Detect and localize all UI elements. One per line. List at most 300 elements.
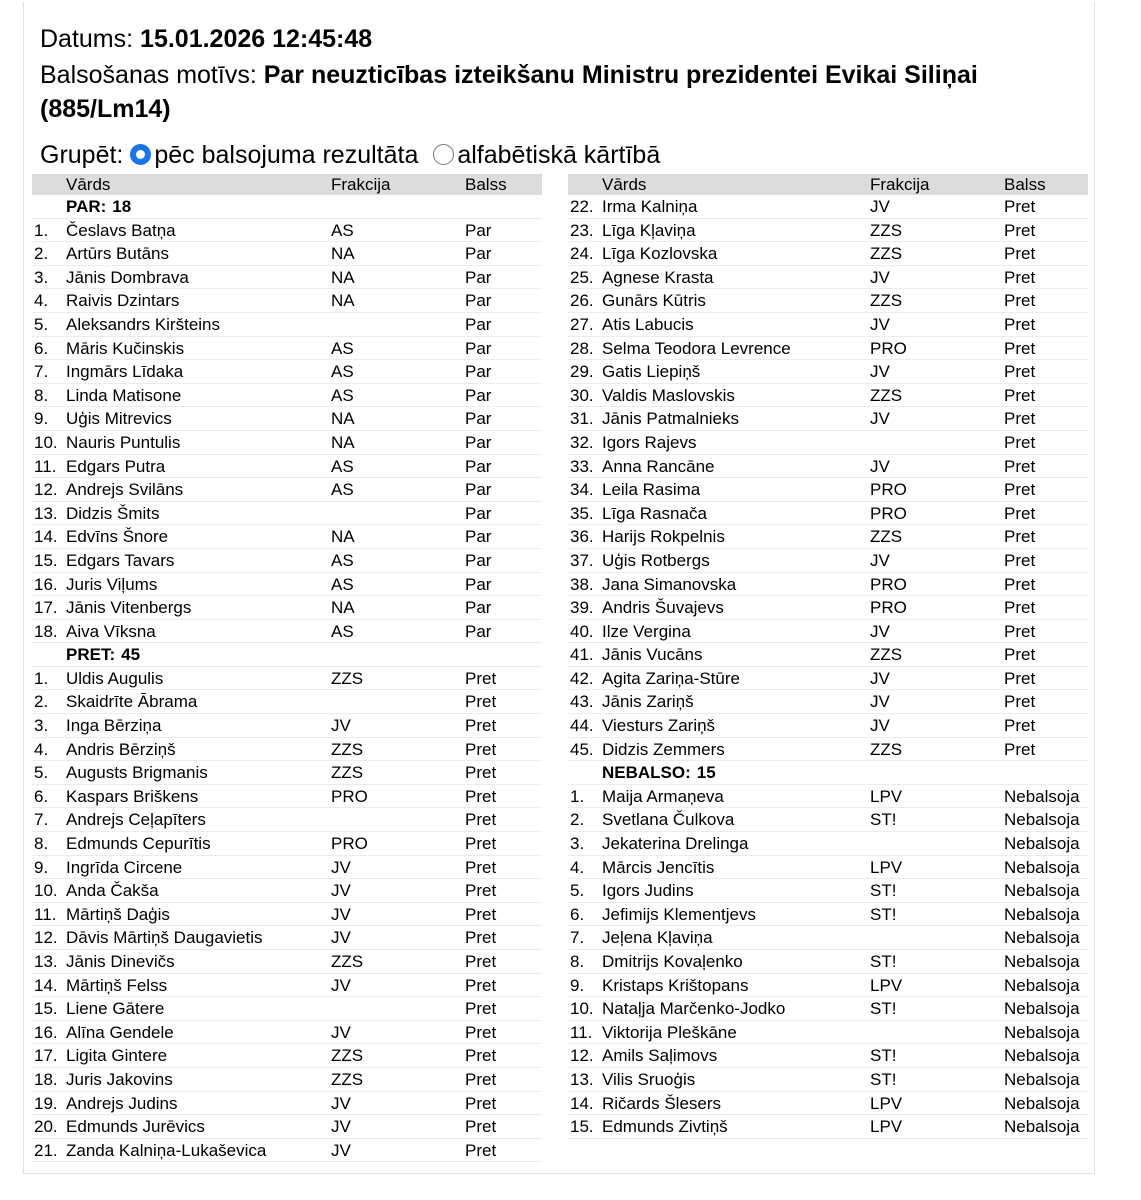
deputy-name: Alīna Gendele (66, 1022, 174, 1042)
row-number: 9. (570, 975, 585, 995)
row-number: 18. (34, 1069, 58, 1089)
faction: AS (331, 480, 354, 500)
vote-value: Par (465, 362, 492, 382)
row-number: 20. (34, 1117, 58, 1137)
deputy-name: Liene Gātere (66, 999, 165, 1019)
row-number: 30. (570, 385, 594, 405)
row-number: 15. (570, 1117, 594, 1137)
row-number: 8. (34, 834, 49, 854)
group-label: PAR: (66, 197, 107, 216)
row-number: 1. (34, 668, 49, 688)
table-row (32, 785, 542, 809)
row-number: 13. (570, 1069, 594, 1089)
faction: JV (870, 550, 890, 570)
motive-row (40, 58, 1050, 126)
faction: JV (870, 362, 890, 382)
vote-value: Pret (1004, 220, 1036, 240)
vote-value: Par (465, 291, 492, 311)
deputy-name: Viesturs Zariņš (602, 716, 716, 736)
radio-alphabetical-label[interactable]: alfabētiskā kārtībā (457, 141, 661, 169)
vote-value: Nebalsoja (1004, 999, 1080, 1019)
vote-value: Par (465, 598, 492, 618)
table-row (568, 337, 1088, 361)
table-row (32, 242, 542, 266)
faction: NA (331, 409, 355, 429)
table-row (32, 219, 542, 243)
deputy-name: Vilis Sruoģis (602, 1069, 696, 1089)
table-row (32, 525, 542, 549)
vote-value: Par (465, 338, 492, 358)
deputy-name: Raivis Dzintars (66, 291, 180, 311)
vote-value: Par (465, 480, 492, 500)
faction: JV (331, 1117, 351, 1137)
table-row (32, 856, 542, 880)
table-row (32, 502, 542, 526)
vote-value: Pret (465, 1117, 497, 1137)
row-number: 14. (34, 975, 58, 995)
row-number: 6. (34, 338, 49, 358)
vote-value: Pret (465, 716, 497, 736)
faction: JV (870, 267, 890, 287)
vote-value: Par (465, 244, 492, 264)
row-number: 13. (34, 952, 58, 971)
radio-alphabetical[interactable] (433, 144, 454, 165)
group-heading (66, 643, 140, 666)
row-number: 42. (570, 668, 594, 688)
deputy-name: Selma Teodora Levrence (602, 338, 791, 358)
faction: PRO (331, 834, 368, 854)
vote-value: Par (465, 456, 492, 476)
table-row (32, 360, 542, 384)
vote-value: Pret (465, 999, 497, 1019)
row-number: 15. (34, 550, 58, 570)
vote-value: Pret (1004, 645, 1036, 665)
table-row (32, 667, 542, 691)
deputy-name: Skaidrīte Ābrama (66, 692, 198, 712)
group-label: PRET: (66, 645, 116, 665)
row-number: 28. (570, 338, 594, 358)
deputy-name: Igors Rajevs (602, 432, 697, 452)
group-label: NEBALSO: (602, 763, 691, 783)
row-number: 24. (570, 244, 594, 264)
faction: NA (331, 598, 355, 618)
faction: JV (331, 1093, 351, 1113)
row-number: 9. (34, 409, 49, 429)
faction: JV (870, 314, 890, 334)
deputy-name: Linda Matisone (66, 385, 182, 405)
faction: JV (870, 716, 890, 736)
deputy-name: Nataļja Marčenko-Jodko (602, 999, 786, 1019)
date-row (40, 22, 372, 56)
faction: PRO (870, 480, 907, 500)
row-number: 8. (34, 385, 49, 405)
vote-value: Pret (465, 1140, 497, 1160)
deputy-name: Jeļena Kļaviņa (602, 928, 713, 948)
deputy-name: Aleksandrs Kiršteins (66, 314, 221, 334)
row-number: 3. (570, 834, 585, 854)
table-row (568, 714, 1088, 738)
table-row (568, 785, 1088, 809)
table-row (568, 266, 1088, 290)
table-row (568, 1021, 1088, 1045)
deputy-name: Nauris Puntulis (66, 432, 181, 452)
deputy-name: Augusts Brigmanis (66, 763, 208, 783)
vote-value: Pret (1004, 480, 1036, 500)
table-row (568, 620, 1088, 644)
table-row (568, 455, 1088, 479)
faction: ST! (870, 881, 897, 901)
deputy-name: Juris Jakovins (66, 1069, 173, 1089)
group-row (40, 138, 660, 172)
vote-value: Nebalsoja (1004, 1069, 1080, 1089)
table-row (32, 1044, 542, 1068)
deputy-name: Jānis Zariņš (602, 692, 694, 712)
row-number: 9. (34, 857, 49, 877)
row-number: 41. (570, 645, 594, 665)
vote-value: Pret (465, 928, 497, 948)
faction: AS (331, 220, 354, 240)
row-number: 29. (570, 362, 594, 382)
deputy-name: Andris Bērziņš (66, 739, 176, 759)
deputy-name: Juris Viļums (66, 574, 158, 594)
table-row (568, 384, 1088, 408)
table-row (32, 1021, 542, 1045)
deputy-name: Andrejs Judins (66, 1093, 178, 1113)
deputy-name: Edgars Tavars (66, 550, 175, 570)
row-number: 7. (570, 928, 585, 948)
table-row (32, 573, 542, 597)
deputy-name: Aiva Vīksna (66, 621, 156, 641)
table-header (32, 174, 542, 195)
vote-value: Nebalsoja (1004, 810, 1080, 830)
radio-by-result-label[interactable]: pēc balsojuma rezultāta (154, 141, 419, 169)
vote-value: Pret (465, 881, 497, 901)
deputy-name: Māris Kučinskis (66, 338, 185, 358)
deputy-name: Irma Kalniņa (602, 197, 698, 216)
date-label: Datums: (40, 25, 134, 53)
deputy-name: Igors Judins (602, 881, 694, 901)
deputy-name: Edmunds Cepurītis (66, 834, 211, 854)
faction: JV (331, 881, 351, 901)
faction: ZZS (870, 291, 903, 311)
table-row (32, 620, 542, 644)
faction: ZZS (870, 220, 903, 240)
deputy-name: Kristaps Krištopans (602, 975, 749, 995)
vote-value: Pret (1004, 739, 1036, 759)
vote-value: Pret (465, 975, 497, 995)
table-row (32, 1092, 542, 1116)
deputy-name: Harijs Rokpelnis (602, 527, 725, 547)
vote-value: Pret (465, 1093, 497, 1113)
vote-value: Nebalsoja (1004, 952, 1080, 971)
faction: ZZS (331, 1069, 364, 1089)
row-number: 34. (570, 480, 594, 500)
table-row (568, 1044, 1088, 1068)
vote-value: Pret (1004, 527, 1036, 547)
faction: AS (331, 338, 354, 358)
vote-value: Pret (465, 1046, 497, 1066)
row-number: 7. (34, 362, 49, 382)
table-row (32, 926, 542, 950)
row-number: 2. (34, 692, 49, 712)
faction: AS (331, 574, 354, 594)
vote-value: Par (465, 220, 492, 240)
deputy-name: Edvīns Šnore (66, 527, 169, 547)
table-row (32, 289, 542, 313)
group-row-par (32, 195, 542, 219)
faction: ZZS (331, 1046, 364, 1066)
faction: ST! (870, 904, 897, 924)
faction: ST! (870, 999, 897, 1019)
row-number: 3. (34, 716, 49, 736)
faction: JV (331, 975, 351, 995)
vote-value: Nebalsoja (1004, 786, 1080, 806)
faction: ZZS (331, 739, 364, 759)
row-number: 31. (570, 409, 594, 429)
row-number: 5. (570, 881, 585, 901)
deputy-name: Mārtiņš Daģis (66, 904, 170, 924)
faction: ZZS (331, 763, 364, 783)
deputy-name: Zanda Kalniņa-Lukaševica (66, 1140, 267, 1160)
deputy-name: Mārcis Jencītis (602, 857, 715, 877)
column-header-vote: Balss (1004, 175, 1046, 194)
row-number: 4. (34, 291, 49, 311)
deputy-name: Dmitrijs Kovaļenko (602, 952, 743, 971)
column-header-name: Vārds (602, 175, 647, 194)
vote-value: Pret (465, 1022, 497, 1042)
table-row (568, 1068, 1088, 1092)
deputy-name: Jana Simanovska (602, 574, 737, 594)
group-count: 15 (696, 763, 716, 783)
table-row (32, 690, 542, 714)
table-row (568, 643, 1088, 667)
row-number: 13. (34, 503, 58, 523)
row-number: 27. (570, 314, 594, 334)
vote-value: Nebalsoja (1004, 904, 1080, 924)
vote-value: Par (465, 527, 492, 547)
vote-value: Pret (465, 834, 497, 854)
faction: ST! (870, 1069, 897, 1089)
vote-value: Pret (1004, 409, 1036, 429)
table-row (32, 761, 542, 785)
vote-value: Pret (1004, 338, 1036, 358)
faction: PRO (870, 598, 907, 618)
row-number: 16. (34, 1022, 58, 1042)
deputy-name: Dāvis Mārtiņš Daugavietis (66, 928, 263, 948)
table-row (32, 596, 542, 620)
column-header-name: Vārds (66, 175, 111, 194)
motive-value: Par neuzticības izteikšanu Ministru prezidentei Evikai Siliņai (885/Lm14) (40, 61, 978, 123)
row-number: 17. (34, 598, 58, 618)
table-row (32, 1115, 542, 1139)
row-number: 7. (34, 810, 49, 830)
vote-value: Pret (465, 857, 497, 877)
row-number: 40. (570, 621, 594, 641)
vote-value: Pret (1004, 716, 1036, 736)
faction: AS (331, 621, 354, 641)
row-number: 26. (570, 291, 594, 311)
table-row (568, 195, 1088, 219)
faction: NA (331, 267, 355, 287)
table-row (568, 856, 1088, 880)
vote-value: Pret (1004, 692, 1036, 712)
table-row (568, 219, 1088, 243)
radio-by-result[interactable] (130, 144, 151, 165)
table-row (32, 714, 542, 738)
row-number: 14. (34, 527, 58, 547)
table-row (32, 266, 542, 290)
vote-value: Pret (1004, 598, 1036, 618)
table-row (568, 596, 1088, 620)
faction: ZZS (870, 527, 903, 547)
faction: JV (870, 409, 890, 429)
group-label: Grupēt: (40, 141, 124, 169)
vote-value: Nebalsoja (1004, 1046, 1080, 1066)
faction: PRO (870, 574, 907, 594)
table-row (568, 502, 1088, 526)
row-number: 33. (570, 456, 594, 476)
table-row (32, 313, 542, 337)
vote-value: Pret (465, 1069, 497, 1089)
deputy-name: Ingmārs Līdaka (66, 362, 184, 382)
vote-value: Pret (1004, 267, 1036, 287)
faction: JV (331, 716, 351, 736)
row-number: 44. (570, 716, 594, 736)
deputy-name: Amils Saļimovs (602, 1046, 718, 1066)
table-row (568, 808, 1088, 832)
row-number: 25. (570, 267, 594, 287)
faction: NA (331, 527, 355, 547)
vote-value: Par (465, 385, 492, 405)
deputy-name: Jānis Vucāns (602, 645, 703, 665)
vote-value: Pret (1004, 314, 1036, 334)
table-row (32, 738, 542, 762)
vote-value: Par (465, 432, 492, 452)
row-number: 23. (570, 220, 594, 240)
faction: ZZS (331, 952, 364, 971)
table-row (568, 903, 1088, 927)
faction: JV (870, 621, 890, 641)
faction: LPV (870, 857, 903, 877)
faction: LPV (870, 786, 903, 806)
faction: LPV (870, 975, 903, 995)
row-number: 11. (34, 456, 57, 476)
deputy-name: Anna Rancāne (602, 456, 715, 476)
deputy-name: Jefimijs Klementjevs (602, 904, 756, 924)
deputy-name: Uģis Mitrevics (66, 409, 172, 429)
table-row (32, 832, 542, 856)
table-row (568, 832, 1088, 856)
table-row (32, 431, 542, 455)
faction: JV (870, 668, 890, 688)
table-row (32, 903, 542, 927)
row-number: 15. (34, 999, 58, 1019)
deputy-name: Edmunds Jurēvics (66, 1117, 205, 1137)
vote-value: Pret (1004, 574, 1036, 594)
vote-value: Pret (465, 739, 497, 759)
table-row (568, 360, 1088, 384)
vote-value: Par (465, 314, 492, 334)
vote-value: Par (465, 621, 492, 641)
vote-value: Nebalsoja (1004, 1093, 1080, 1113)
row-number: 12. (34, 928, 58, 948)
row-number: 19. (34, 1093, 58, 1113)
results-table-left (32, 174, 542, 1162)
table-row (32, 974, 542, 998)
vote-value: Pret (1004, 456, 1036, 476)
table-row (568, 879, 1088, 903)
faction: NA (331, 291, 355, 311)
vote-value: Pret (1004, 244, 1036, 264)
group-count: 18 (112, 197, 132, 216)
row-number: 38. (570, 574, 594, 594)
row-number: 22. (570, 197, 594, 216)
vote-value: Pret (1004, 362, 1036, 382)
table-row (568, 1115, 1088, 1139)
faction: ZZS (331, 668, 364, 688)
vote-value: Pret (465, 810, 497, 830)
deputy-name: Maija Armaņeva (602, 786, 724, 806)
deputy-name: Ingrīda Circene (66, 857, 183, 877)
deputy-name: Andrejs Ceļapīters (66, 810, 206, 830)
deputy-name: Edgars Putra (66, 456, 166, 476)
table-row (32, 1068, 542, 1092)
vote-value: Par (465, 550, 492, 570)
deputy-name: Ilze Vergina (602, 621, 691, 641)
deputy-name: Līga Rasnača (602, 503, 707, 523)
table-row (568, 1092, 1088, 1116)
faction: LPV (870, 1117, 903, 1137)
faction: PRO (331, 786, 368, 806)
deputy-name: Atis Labucis (602, 314, 694, 334)
deputy-name: Inga Bērziņa (66, 716, 162, 736)
group-heading (66, 195, 131, 218)
row-number: 37. (570, 550, 594, 570)
row-number: 11. (34, 904, 57, 924)
table-row (32, 478, 542, 502)
column-header-faction: Frakcija (870, 175, 930, 194)
deputy-name: Didzis Zemmers (602, 739, 725, 759)
table-row (568, 525, 1088, 549)
table-row (32, 384, 542, 408)
table-row (568, 974, 1088, 998)
deputy-name: Ligita Gintere (66, 1046, 168, 1066)
vote-value: Nebalsoja (1004, 1117, 1080, 1137)
table-row (32, 1139, 542, 1163)
results-table-right (568, 174, 1088, 1139)
group-row-pret (32, 643, 542, 667)
vote-value: Pret (1004, 550, 1036, 570)
row-number: 8. (570, 952, 585, 971)
deputy-name: Česlavs Batņa (66, 220, 176, 240)
vote-value: Nebalsoja (1004, 834, 1080, 854)
faction: JV (870, 692, 890, 712)
faction: JV (870, 456, 890, 476)
row-number: 10. (34, 432, 58, 452)
faction: NA (331, 432, 355, 452)
date-value: 15.01.2026 12:45:48 (140, 25, 373, 53)
group-row-nebalso (568, 761, 1088, 785)
vote-value: Pret (1004, 291, 1036, 311)
faction: AS (331, 456, 354, 476)
deputy-name: Jānis Vitenbergs (66, 598, 192, 618)
table-row (568, 289, 1088, 313)
vote-value: Pret (465, 692, 497, 712)
vote-value: Pret (1004, 385, 1036, 405)
faction: JV (331, 904, 351, 924)
deputy-name: Gunārs Kūtris (602, 291, 706, 311)
row-number: 32. (570, 432, 594, 452)
